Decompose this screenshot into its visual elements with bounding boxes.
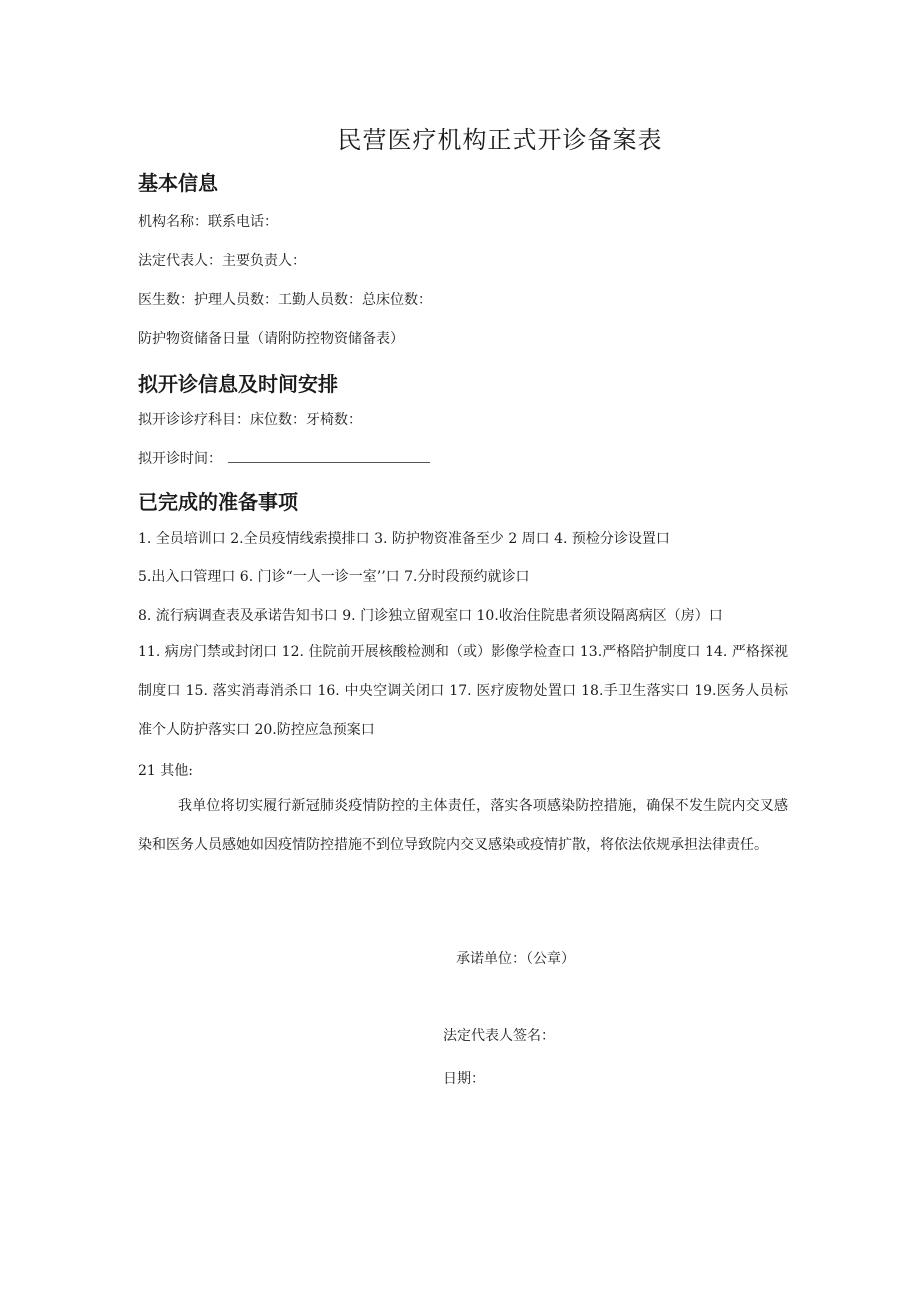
signature-date: 日期： xyxy=(443,1071,485,1087)
section-heading-opening-info: 拟开诊信息及时间安排 xyxy=(138,372,338,396)
document-title: 民营医疗机构正式开诊备案表 xyxy=(337,126,663,154)
section-heading-basic-info: 基本信息 xyxy=(138,171,218,195)
signature-legal-rep: 法定代表人签名： xyxy=(443,1028,555,1044)
opening-time-blank-line xyxy=(228,450,430,463)
prep-items-paragraph: 11. 病房门禁或封闭口 12. 住院前开展核酸检测和（或）影像学检查口 13.严格陪护制度口 14. 严格探视制度口 15. 落实消毒消杀口 16. 中央空调关闭口 17. 医疗废物处置口 18.手卫生落实口 19.医务人员标准个人防护落实口 20.防控应急预案口 xyxy=(138,644,788,738)
field-staff-counts: 医生数：护理人员数：工勤人员数：总床位数： xyxy=(138,292,432,308)
prep-items-other: 21 其他: xyxy=(138,763,193,779)
field-opening-time-label: 拟开诊时间： xyxy=(138,451,222,467)
field-protective-supplies: 防护物资储备日量（请附防控物资储备表） xyxy=(138,331,404,347)
field-departments-beds-chairs: 拟开诊诊疗科目：床位数：牙椅数： xyxy=(138,412,362,428)
field-org-name-phone: 机构名称：联系电话： xyxy=(138,214,278,230)
prep-items-line-1: 1. 全员培训口 2.全员疫情线索摸排口 3. 防护物资准备至少 2 周口 4. 预检分诊设置口 xyxy=(138,531,670,547)
prep-items-line-3: 8. 流行病调查表及承诺告知书口 9. 门诊独立留观室口 10.收治住院患者须设隔离病区（房）口 xyxy=(138,608,723,624)
commitment-paragraph: 我单位将切实履行新冠肺炎疫情防控的主体责任，落实各项感染防控措施，确保不发生院内交叉感染和医务人员感她如因疫情防控措施不到位导致院内交叉感染或疫情扩散，将依法依规承担法律责任。 xyxy=(138,798,788,853)
signature-unit: 承诺单位：（公章） xyxy=(456,951,575,967)
field-legal-rep-principal: 法定代表人：主要负责人： xyxy=(138,253,306,269)
prep-items-line-2: 5.出入口管理口 6. 门诊“一人一诊一室’’口 7.分时段预约就诊口 xyxy=(138,569,530,585)
field-opening-time xyxy=(138,448,430,468)
section-heading-preparations: 已完成的准备事项 xyxy=(138,490,298,514)
